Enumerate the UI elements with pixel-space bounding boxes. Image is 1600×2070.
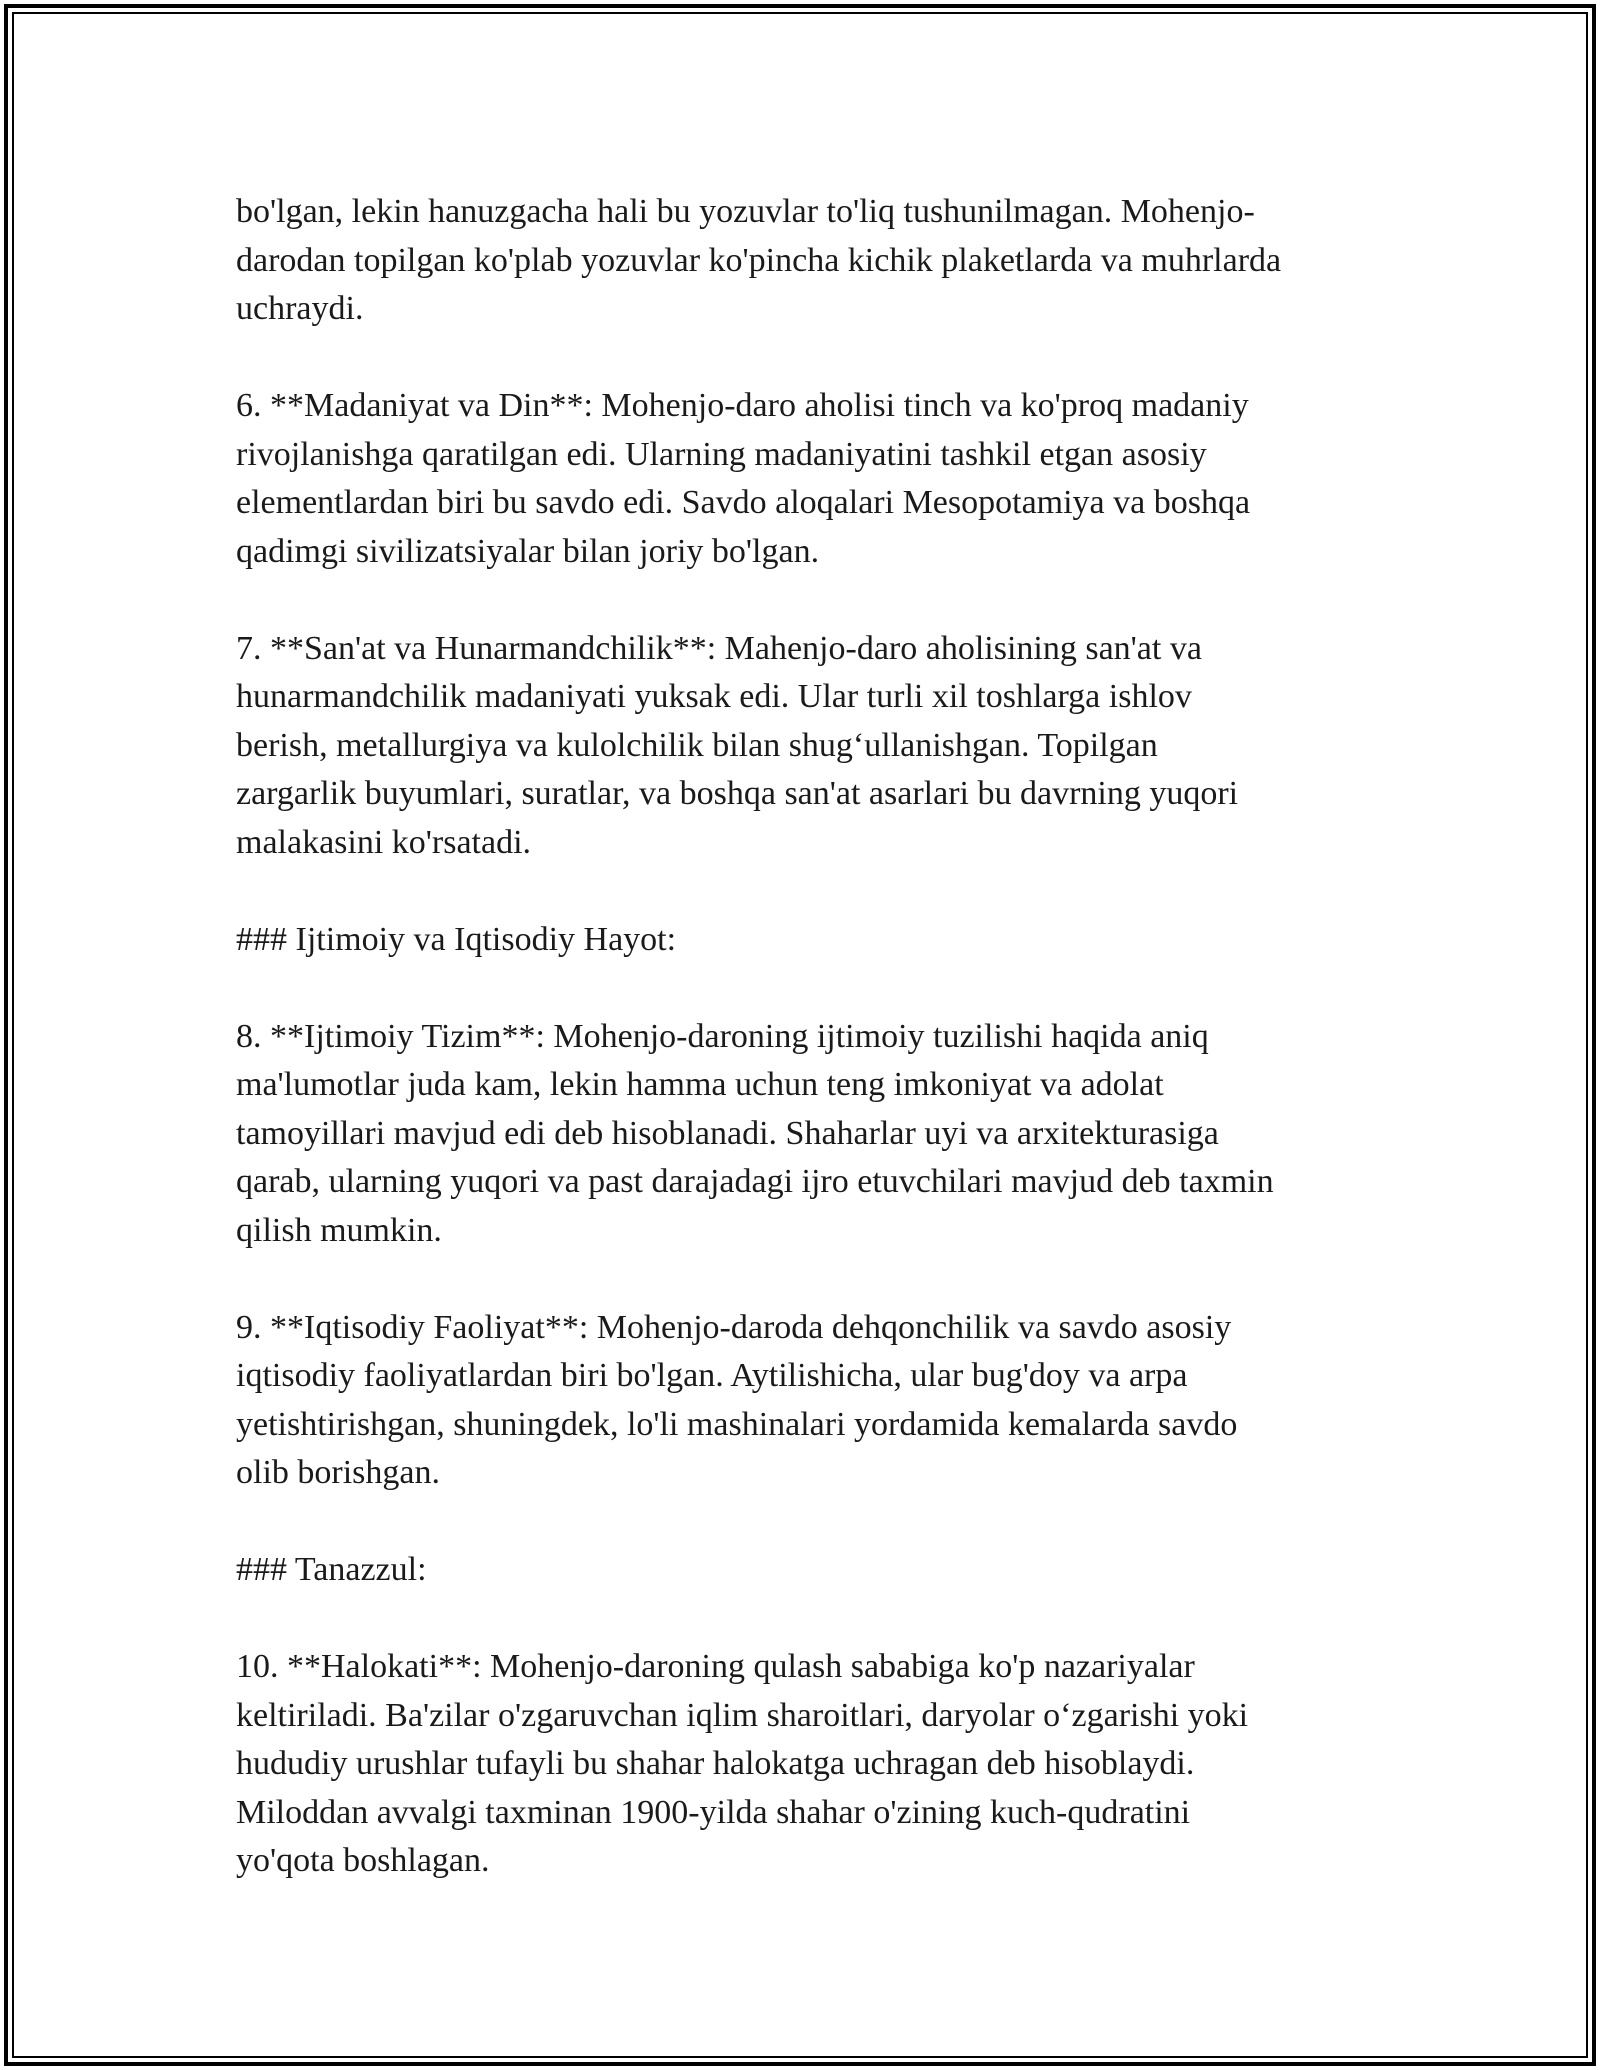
paragraph-art-crafts: 7. **San'at va Hunarmandchilik**: Mahenjo-daro aholisining san'at va hunarmandchilik madaniyati yuksak edi. Ular turli xil toshlarga ishlov berish, metallurgiya va kulolchilik bilan shug‘ullanishgan. Topilgan zargarlik buyumlari, suratlar, va boshqa san'at asarlari bu davrning yuqori malakasini ko'rsatadi. (236, 629, 1239, 861)
paragraph-social-system: 8. **Ijtimoiy Tizim**: Mohenjo-daroning ijtimoiy tuzilishi haqida aniq ma'lumotlar juda kam, lekin hamma uchun teng imkoniyat va adolat tamoyillari mavjud edi deb hisoblanadi. Shaharlar uyi va arxitekturasiga qarab, ularning yuqori va past darajadagi ijro etuvchilari mavjud deb taxmin qilish mumkin. (236, 1017, 1274, 1249)
paragraph-economic-activity: 9. **Iqtisodiy Faoliyat**: Mohenjo-daroda dehqonchilik va savdo asosiy iqtisodiy faoliyatlardan biri bo'lgan. Aytilishicha, ular bug'doy va arpa yetishtirishgan, shuningdek, lo'li mashinalari yordamida kemalarda savdo olib borishgan. (236, 1308, 1238, 1491)
section-heading-social-economic: ### Ijtimoiy va Iqtisodiy Hayot: (236, 920, 677, 958)
document-body (236, 188, 1396, 1886)
paragraph-culture-religion: 6. **Madaniyat va Din**: Mohenjo-daro aholisi tinch va ko'proq madaniy rivojlanishga qaratilgan edi. Ularning madaniyatini tashkil etgan asosiy elementlardan biri bu savdo edi. Savdo aloqalari Mesopotamiya va boshqa qadimgi sivilizatsiyalar bilan joriy bo'lgan. (236, 387, 1251, 570)
paragraph-writing-continuation: bo'lgan, lekin hanuzgacha hali bu yozuvlar to'liq tushunilmagan. Mohenjo- darodan topilgan ko'plab yozuvlar ko'pincha kichik plaketlarda va muhrlarda uchraydi. (236, 193, 1282, 327)
section-heading-decline: ### Tanazzul: (236, 1551, 427, 1588)
paragraph-collapse: 10. **Halokati**: Mohenjo-daroning qulash sababiga ko'p nazariyalar keltiriladi. Ba'zilar o'zgaruvchan iqlim sharoitlari, daryolar o‘zgarishi yoki hududiy urushlar tufayli bu shahar halokatga uchragan deb hisoblaydi. Miloddan avvalgi taxminan 1900-yilda shahar o'zining kuch-qudratini yo'qota boshlagan. (236, 1648, 1249, 1879)
